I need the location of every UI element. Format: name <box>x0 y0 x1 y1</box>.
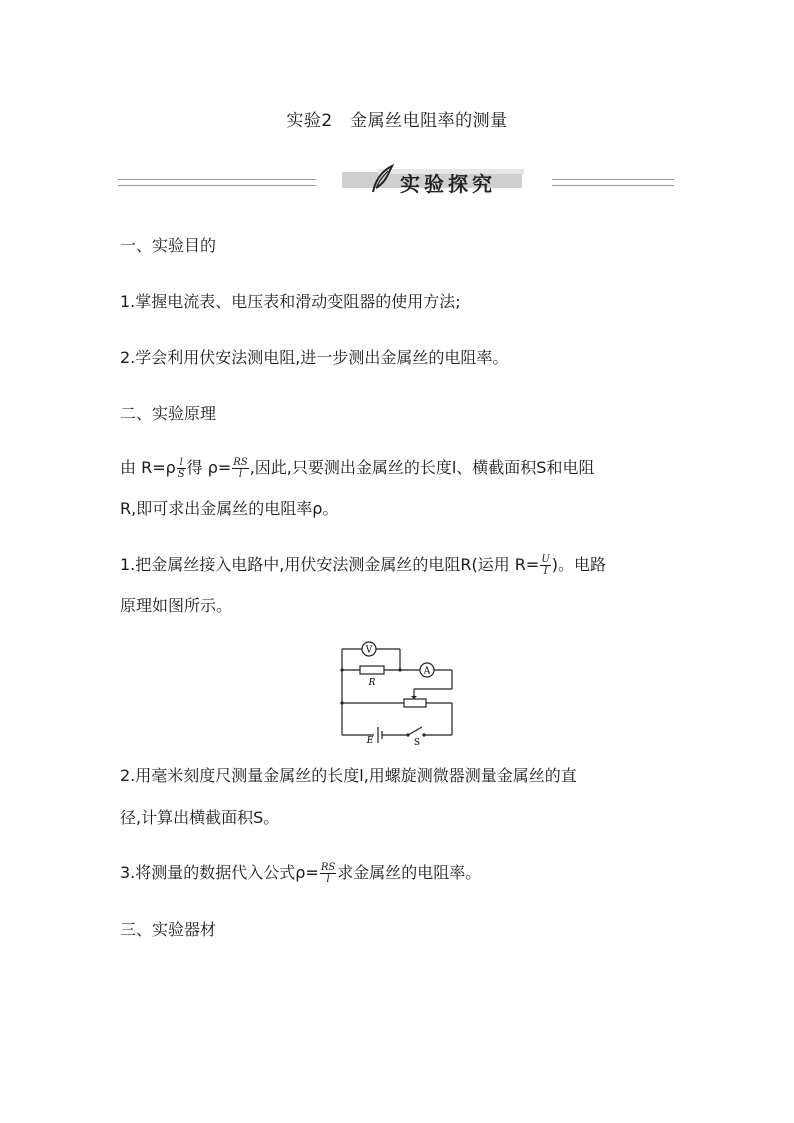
step1-text-1: 1.把金属丝接入电路中,用伏安法测金属丝的电阻R(运用 R= <box>120 555 540 574</box>
fraction-numerator: RS <box>320 862 336 873</box>
section-banner-label: 实验探究 <box>400 172 496 196</box>
page-title: 实验2 金属丝电阻率的测量 <box>286 111 508 131</box>
fraction-numerator: U <box>541 554 550 565</box>
step3-line <box>120 861 481 885</box>
fraction-rs-over-l <box>232 457 248 480</box>
ammeter-label: A <box>423 666 431 677</box>
purpose-item-2: 2.学会利用伏安法测电阻,进一步测出金属丝的电阻率。 <box>120 348 509 367</box>
step1-text-2: )。电路 <box>551 555 607 574</box>
circuit-diagram <box>338 641 460 745</box>
fraction-u-over-i <box>540 554 550 577</box>
fraction-denominator: S <box>177 469 185 480</box>
principle-line-2: R,即可求出金属丝的电阻率ρ。 <box>120 499 339 518</box>
heading-purpose: 一、实验目的 <box>120 236 217 255</box>
step2-line-1: 2.用毫米刻度尺测量金属丝的长度l,用螺旋测微器测量金属丝的直 <box>120 766 577 785</box>
section-banner <box>118 166 674 196</box>
fraction-denominator: I <box>543 566 548 577</box>
fraction-denominator: l <box>238 469 243 480</box>
fraction-numerator: l <box>177 457 186 469</box>
voltmeter-label: V <box>365 645 373 656</box>
heading-equipment: 三、实验器材 <box>120 920 217 939</box>
fraction-l-over-s <box>177 457 186 480</box>
fraction-denominator: l <box>326 874 330 885</box>
fraction-rs-over-l <box>320 862 336 885</box>
switch-label: S <box>413 738 421 745</box>
principle-text-2: 得 ρ= <box>186 458 232 477</box>
step3-text-1: 3.将测量的数据代入公式ρ= <box>120 863 319 882</box>
step3-text-2: 求金属丝的电阻率。 <box>337 863 482 882</box>
step2-line-2: 径,计算出横截面积S。 <box>120 808 280 827</box>
principle-text-3: ,因此,只要测出金属丝的长度l、横截面积S和电阻 <box>249 458 595 477</box>
principle-line-1 <box>120 456 594 480</box>
fraction-numerator: RS <box>233 457 248 468</box>
divider-right <box>552 179 674 186</box>
divider-left <box>118 179 316 186</box>
principle-text-1: 由 R=ρ <box>120 458 176 477</box>
step1-line-2: 原理如图所示。 <box>120 596 233 615</box>
leaf-icon <box>368 164 396 194</box>
step1-line-1 <box>120 553 606 577</box>
heading-principle: 二、实验原理 <box>120 404 217 423</box>
resistor-label: R <box>368 678 376 688</box>
purpose-item-1: 1.掌握电流表、电压表和滑动变阻器的使用方法; <box>120 292 461 311</box>
battery-label: E <box>366 736 374 745</box>
